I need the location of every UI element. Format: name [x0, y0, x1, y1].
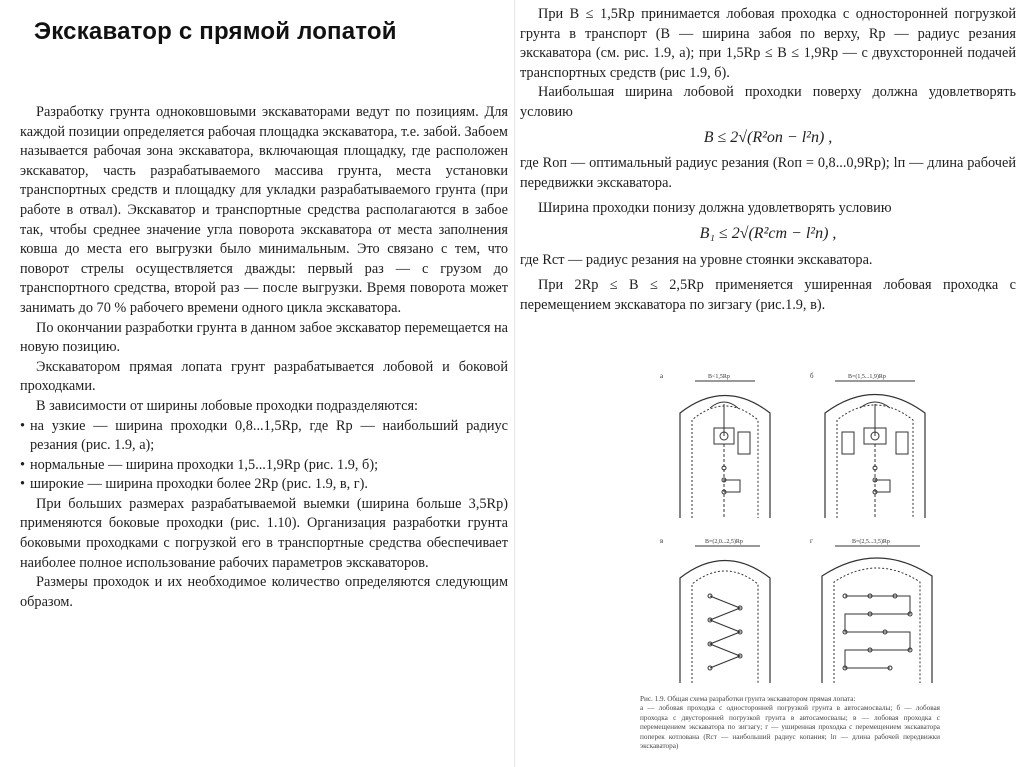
left-paragraph-6: Размеры проходок и их необходимое количество определяются следующим образом. [20, 574, 508, 610]
formula-bottom-width: B₁ ≤ 2√(R²ст − l²п) , [699, 224, 837, 242]
right-paragraph-6: При 2Rр ≤ B ≤ 2,5Rр применяется уширенная лобовая проходка с перемещением экскаватора по зигзагу (рис.1.9, в). [520, 277, 1016, 313]
caption-title: Рис. 1.9. Общая схема разработки грунта экскаватором прямая лопата: [640, 695, 856, 703]
list-item: • на узкие — ширина проходки 0,8...1,5Rр, где Rр — наибольший радиус резания (рис. 1.9, а); [20, 417, 508, 456]
scheme-panel-a [660, 372, 770, 518]
panel-dim-v: B=(2,0...2,5)Rр [705, 539, 743, 545]
right-paragraph-5: где Rст — радиус резания на уровне стоянки экскаватора. [520, 251, 873, 268]
scheme-panel-v [660, 537, 770, 683]
panel-label-v: в [660, 537, 664, 545]
panel-label-a: а [660, 372, 664, 380]
list-item: • нормальные — ширина проходки 1,5...1,9Rр (рис. 1.9, б); [20, 456, 508, 476]
left-paragraph-4: В зависимости от ширины лобовые проходки подразделяются: [36, 397, 418, 414]
formula-top-width: B ≤ 2√(R²оп − l²п) , [703, 128, 833, 146]
list-item: • широкие — ширина проходки более 2Rр (рис. 1.9, в, г). [20, 475, 508, 495]
right-text-column [520, 5, 1016, 315]
scheme-panel-b [810, 372, 925, 518]
left-paragraph-2: По окончании разработки грунта в данном забое экскаватор перемещается на новую позицию. [20, 319, 508, 356]
panel-dim-g: B=(2,5...3,5)Rр [852, 539, 890, 545]
passage-types-list [20, 417, 508, 495]
scheme-panel-g [810, 537, 932, 683]
figure-caption [640, 695, 940, 751]
left-paragraph-5: При больших размерах разрабатываемой выемки (ширина больше 3,5Rр) применяются боковые проходки (рис. 1.10). Организация разработки грунта боковыми проходками с погрузкой его в транспортные средства обеспечивает наиболее полное использование рабочих параметров экскаваторов. [20, 495, 508, 571]
right-paragraph-3: где Rоп — оптимальный радиус резания (Rоп = 0,8...0,9Rр); lп — длина рабочей передвижки экскаватора. [520, 155, 1016, 191]
left-paragraph-1: Разработку грунта одноковшовыми экскаваторами ведут по позициям. Для каждой позиции определяется рабочая площадка экскаватора, т.е. забой. Забоем называется рабочая зона экскаватора, включающая площадку, где расположен экскаватор, часть разрабатываемого массива грунта, места установки транспортных средств и площадку для укладки разрабатываемого грунта (при работе в отвал). Экскаватор и транспортные средства располагаются в забое так, чтобы среднее значение угла поворота экскаватора от места заполнения ковша до места его выгрузки было минимальным. Это связано с тем, что поворот стрелы осуществляется дважды: первый раз — с грузом до транспортного средства, второй раз — после выгрузки. Время поворота может занимать до 70 % рабочего времени одного цикла экскаватора. [20, 104, 508, 316]
panel-dim-b: B=(1,5...1,9)Rр [848, 374, 886, 380]
panel-label-b: б [810, 372, 814, 380]
left-paragraph-3: Экскаватором прямая лопата грунт разрабатывается лобовой и боковой проходками. [20, 358, 508, 395]
panel-dim-a: B<1,5Rр [708, 374, 730, 380]
right-paragraph-2: Наибольшая ширина лобовой проходки поверху должна удовлетворять условию [520, 84, 1016, 120]
right-paragraph-1: При B ≤ 1,5Rр принимается лобовая проходка с односторонней погрузкой грунта в транспорт (B — ширина забоя по верху, Rр — радиус резания экскаватора (см. рис. 1.9, а); при 1,5Rр ≤ B ≤ 1,9Rр — с двухсторонней подачей транспортных средств (рис 1.9, б). [520, 6, 1016, 81]
column-divider [514, 0, 515, 767]
right-paragraph-4: Ширина проходки понизу должна удовлетворять условию [538, 200, 892, 217]
excavation-scheme-figure [640, 368, 940, 688]
panel-label-g: г [810, 537, 813, 545]
left-text-column [20, 103, 508, 612]
caption-text: а — лобовая проходка с односторонней погрузкой грунта в автосамосвалы; б — лобовая проходка с двусторонней погрузкой грунта в автосамосвалы; в — лобовая проходка с перемещением экскаватора по зигзагу; г — уширенная проходка с перемещением экскаватора поперек котлована (Rст — наибольший радиус копания; lп — длина рабочей передвижки экскаватора) [640, 704, 940, 751]
page-title: Экскаватор с прямой лопатой [34, 18, 397, 45]
